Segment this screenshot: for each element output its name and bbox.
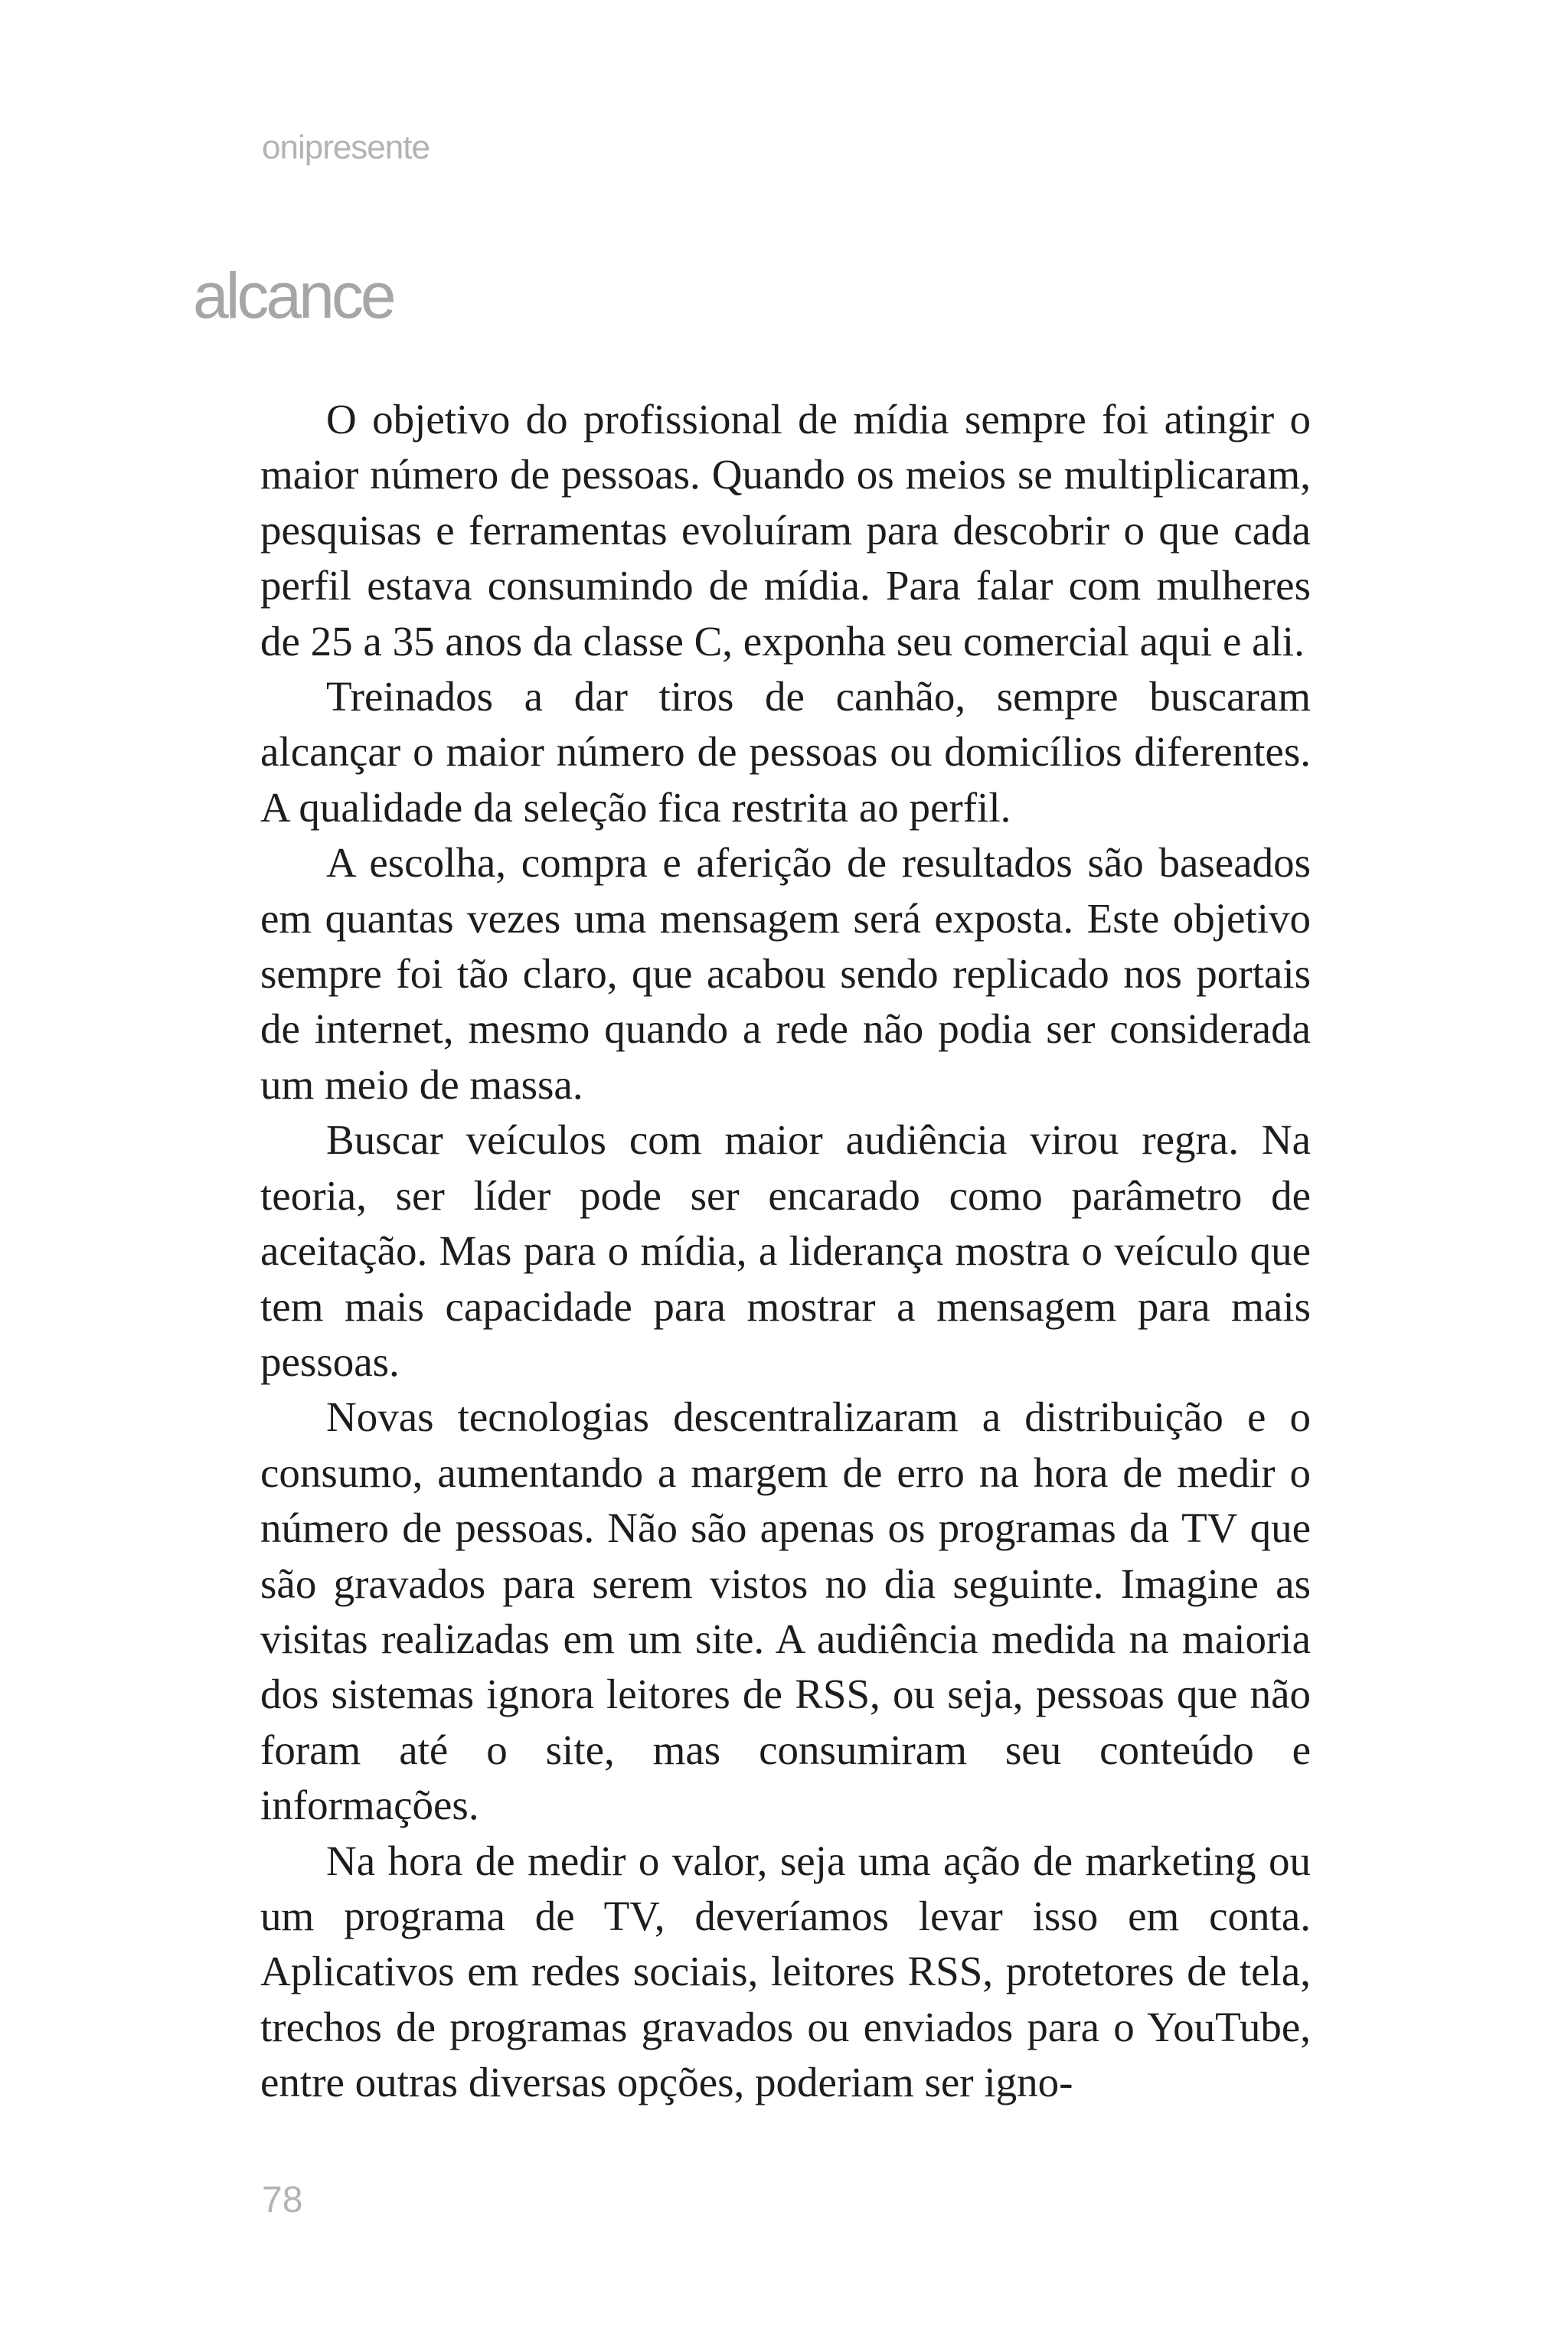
page-number: 78 [262, 2180, 303, 2220]
running-header: onipresente [262, 129, 430, 166]
section-title: alcance [193, 260, 394, 332]
paragraph: Na hora de medir o valor, seja uma ação de marketing ou um programa de TV, deveríamos levar isso em conta. Aplicativos em redes sociais, leitores RSS, protetores de tela, trechos de programas gravados ou enviados para o YouTube, entre outras diversas opções, poderiam ser igno- [260, 1837, 1311, 2106]
paragraph: O objetivo do profissional de mídia sempre foi atingir o maior número de pessoas. Quando os meios se multiplicaram, pesquisas e ferramentas evoluíram para descobrir o que cada perfil estava consumindo de mídia. Para falar com mulheres de 25 a 35 anos da classe C, exponha seu comercial aqui e ali. [260, 396, 1311, 665]
paragraph: Novas tecnologias descentralizaram a distribuição e o consumo, aumentando a margem de erro na hora de medir o número de pessoas. Não são apenas os programas da TV que são gravados para serem vistos no dia seguinte. Imagine as visitas realizadas em um site. A audiência medida na maioria dos sistemas ignora leitores de RSS, ou seja, pessoas que não foram até o site, mas consumiram seu conteúdo e informações. [260, 1393, 1311, 1829]
body-text [260, 392, 1311, 2111]
paragraph: A escolha, compra e aferição de resultados são baseados em quantas vezes uma mensagem será exposta. Este objetivo sempre foi tão claro, que acabou sendo replicado nos portais de internet, mesmo quando a rede não podia ser considerada um meio de massa. [260, 839, 1311, 1108]
paragraph: Treinados a dar tiros de canhão, sempre buscaram alcançar o maior número de pessoas ou domicílios diferentes. A qualidade da seleção fica restrita ao perfil. [260, 673, 1311, 831]
paragraph: Buscar veículos com maior audiência virou regra. Na teoria, ser líder pode ser encarado como parâmetro de aceitação. Mas para o mídia, a liderança mostra o veículo que tem mais capacidade para mostrar a mensagem para mais pessoas. [260, 1116, 1311, 1385]
